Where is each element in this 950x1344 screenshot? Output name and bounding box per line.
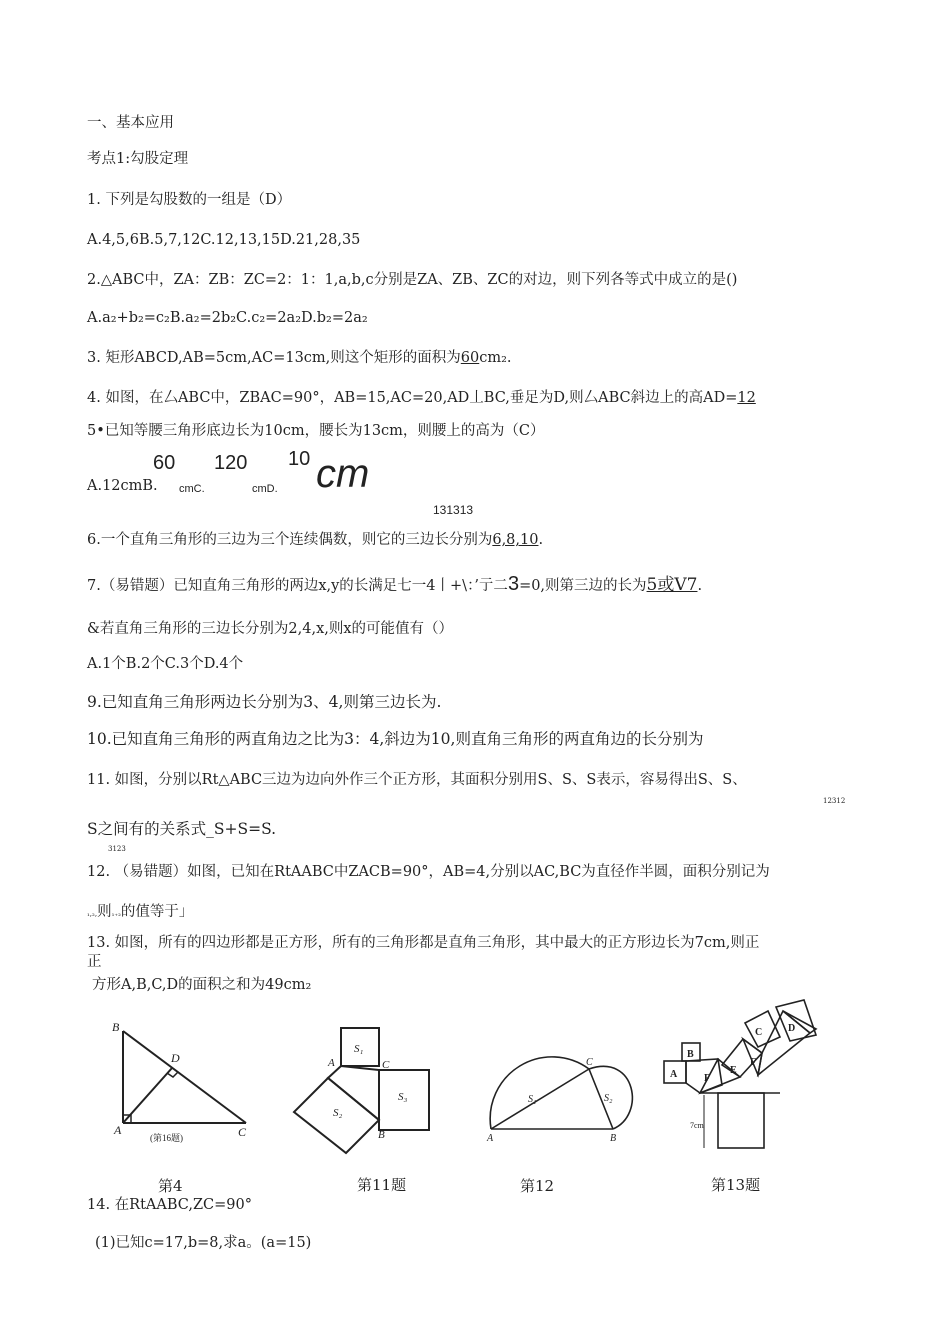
q13-line3: 方形A,B,C,D的面积之和为49cm₂ xyxy=(92,977,312,993)
fig12-label-c: C xyxy=(586,1057,593,1068)
q5-cm: cm xyxy=(316,452,370,496)
q7-line xyxy=(87,575,702,595)
q10-text: 10.已知直角三角形的两直角边之比为3：4,斜边为10,则直角三角形的两直角边的长分别为 xyxy=(87,730,704,748)
q6-answer: 6,8,10 xyxy=(492,532,539,548)
q12-line2 xyxy=(87,903,193,923)
figure-11 xyxy=(288,1020,438,1160)
fig13-label-f-right: F xyxy=(750,1057,757,1068)
fig12-label-b: B xyxy=(610,1133,617,1144)
q12-end: 的值等于」 xyxy=(120,904,194,920)
q6-pre: 6.一个直角三角形的三边为三个连续偶数，则它的三边长分别为 xyxy=(87,532,493,548)
figure-13 xyxy=(660,995,840,1160)
q4-answer: 12 xyxy=(737,390,756,406)
q3-pre: 3. 矩形ABCD,AB=5cm,AC=13cm,则这个矩形的面积为 xyxy=(87,350,461,366)
q5-num-60: 60 xyxy=(153,452,176,474)
q2-text: 2.△ABC中，ZA：ZB：ZC=2：1：1,a,b,c分别是ZA、ZB、ZC的对边，则下列各等式中成立的是() xyxy=(87,272,738,288)
q7-big3: 3 xyxy=(507,573,520,595)
figure-4 xyxy=(108,1020,268,1150)
q4-line xyxy=(87,389,756,407)
fig4-label-d: D xyxy=(171,1051,180,1065)
fig12-semicircle-ac xyxy=(490,1057,589,1129)
q12-sum: ₁₊₂ xyxy=(111,910,121,918)
fig13-label-f-left: F xyxy=(704,1073,711,1084)
q13-text: 13. 如图，所有的四边形都是正方形，所有的三角形都是直角三角形，其中最大的正方形边长为7cm,则正 xyxy=(87,935,760,951)
q3-answer: 60 xyxy=(460,350,480,366)
q5-text: 5•已知等腰三角形底边长为10cm，腰长为13cm，则腰上的高为（C） xyxy=(87,423,545,439)
q5-opt-a: A.12cmB. xyxy=(87,478,158,494)
q7-mid: =0,则第三边的长为 xyxy=(519,578,647,594)
q11-text: 11. 如图，分别以Rt△ABC三边为边向外作三个正方形，其面积分别用S、S、S表示，容易得出S、S、 xyxy=(87,772,747,788)
q5-unit-b: cmC. xyxy=(179,483,205,495)
q7-answer: 5或V7 xyxy=(646,575,698,595)
fig13-label-c: C xyxy=(755,1027,763,1038)
fig12-label-s2: S₂ xyxy=(604,1093,613,1104)
q11-subscripts: 12312 xyxy=(823,797,846,805)
fig11-label-s3: S₃ xyxy=(398,1091,408,1103)
q8-options: A.1个B.2个C.3个D.4个 xyxy=(87,656,244,672)
fig4-caption-clip xyxy=(150,1175,210,1195)
fig13-label-e: E xyxy=(730,1065,737,1076)
fig11-label-c: C xyxy=(382,1059,390,1071)
q5-denominators: 131313 xyxy=(433,503,474,517)
fig4-label-c: C xyxy=(238,1125,247,1139)
fig13-label-a: A xyxy=(670,1069,678,1080)
q1-text: 1. 下列是勾股数的一组是（D） xyxy=(87,192,292,208)
q13-line2: 正 xyxy=(87,954,102,970)
q3-line xyxy=(87,349,512,367)
q12-s1s2: ₁,₂, xyxy=(87,910,98,918)
q14-part1: (1)已知c=17,b=8,求a。(a=15) xyxy=(95,1235,312,1251)
q7-post: . xyxy=(697,578,703,594)
fig4-label-a: A xyxy=(114,1123,122,1137)
q3-post: cm₂. xyxy=(479,350,512,366)
q11-relation: S之间有的关系式_S+S=S. xyxy=(87,820,277,838)
q11-relation-subscripts: 3123 xyxy=(108,845,126,853)
q4-pre: 4. 如图，在厶ABC中，ZBAC=90°，AB=15,AC=20,AD丄BC,垂足为D,则厶ABC斜边上的高AD= xyxy=(87,390,738,406)
q14-text: 14. 在RtAABC,ZC=90° xyxy=(87,1197,252,1213)
q7-pre: 7.（易错题）已知直角三角形的两边x,y的长满足七一4丨+\：’亍二 xyxy=(87,578,508,594)
fig12-label-s1: S₁ xyxy=(528,1094,537,1105)
q9-text: 9.已知直角三角形两边长分别为3、4,则第三边长为. xyxy=(87,693,442,711)
fig12-caption-clip xyxy=(515,1175,575,1195)
fig13-largest-square xyxy=(718,1093,764,1148)
fig4-hypotenuse xyxy=(123,1031,246,1123)
fig11-label-s1: S₁ xyxy=(354,1043,364,1055)
q8-text: &若直角三角形的三边长分别为2,4,x,则x的可能值有（） xyxy=(87,621,454,637)
fig13-caption: 第13题 xyxy=(711,1176,761,1194)
fig4-caption: 第4 xyxy=(158,1177,183,1195)
section-title: 一、基本应用 xyxy=(87,115,174,131)
fig13-square-d xyxy=(776,1000,816,1041)
q5-unit-c: cmD. xyxy=(252,483,278,495)
fig4-label-b: B xyxy=(112,1020,120,1034)
fig12-caption: 第12 xyxy=(520,1177,555,1195)
fig11-label-s2: S₂ xyxy=(333,1107,343,1119)
q1-options: A.4,5,6B.5,7,12C.12,13,15D.21,28,35 xyxy=(87,232,361,248)
fig4-inner-caption: (第16题) xyxy=(150,1133,183,1143)
q6-post: . xyxy=(538,532,544,548)
fig11-label-a: A xyxy=(328,1057,335,1069)
fig12-label-a: A xyxy=(487,1133,494,1144)
q5-num-10: 10 xyxy=(288,448,311,470)
q2-options: A.a₂+b₂=c₂B.a₂=2b₂C.c₂=2a₂D.b₂=2a₂ xyxy=(87,310,368,326)
fig11-caption: 第11题 xyxy=(357,1176,407,1194)
fig13-label-7cm: 7cm xyxy=(690,1121,704,1130)
figure-12 xyxy=(486,1045,646,1145)
q13-line3-clip xyxy=(0,970,950,993)
fig13-label-d: D xyxy=(788,1023,796,1034)
q5-num-120: 120 xyxy=(214,452,248,474)
q12-text: 12. （易错题）如图，已知在RtAABC中ZACB=90°，AB=4,分别以AC,BC为直径作半圆，面积分别记为 xyxy=(87,864,770,880)
fig11-label-b: B xyxy=(378,1129,385,1141)
topic-heading: 考点1:勾股定理 xyxy=(87,151,189,167)
q12-then: 则 xyxy=(97,904,112,920)
fig13-label-b: B xyxy=(687,1049,694,1060)
q6-line xyxy=(87,531,543,549)
